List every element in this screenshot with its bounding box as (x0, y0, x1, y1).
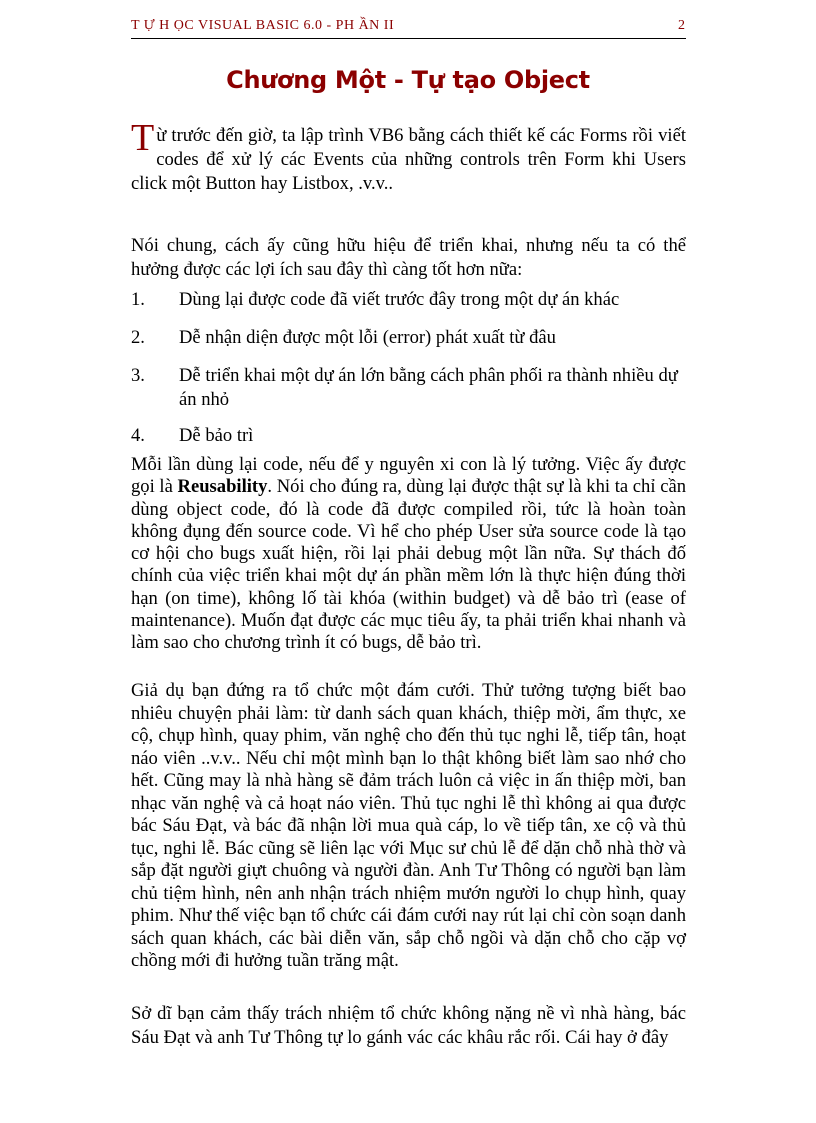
paragraph-intro (131, 117, 686, 196)
list-number: 4. (131, 425, 145, 446)
paragraph-benefits: Nói chung, cách ấy cũng hữu hiệu để triển khai, nhưng nếu ta có thể hưởng được các lợi ích sau đây thì càng tốt hơn nữa: (131, 235, 686, 280)
list-text: Dễ triển khai một dự án lớn bằng cách phân phối ra thành nhiều dự án nhỏ (179, 365, 678, 410)
chapter-title: Chương Một - Tự tạo Object (226, 66, 590, 94)
paragraph-conclusion: Sở dĩ bạn cảm thấy trách nhiệm tổ chức không nặng nề vì nhà hàng, bác Sáu Đạt và anh Tư Thông tự lo gánh vác các khâu rắc rối. Cái hay ở đây (131, 1003, 686, 1048)
page-number: 2 (678, 18, 685, 33)
paragraph-wedding: Giả dụ bạn đứng ra tổ chức một đám cưới. Thử tưởng tượng biết bao nhiêu chuyện phải làm: từ danh sách quan khách, thiệp mời, ẩm thực, xe cộ, chụp hình, quay phim, văn nghệ cho đến thủ tục nghi lễ, tiếp tân, hoạt náo viên ..v.v.. Nếu chỉ một mình bạn lo thật không biết làm sao nhớ cho hết. Cũng may là nhà hàng sẽ đảm trách luôn cả việc in ấn thiệp mời, ban nhạc văn nghệ và cả hoạt náo viên. Thủ tục nghi lễ thì không ai qua được bác Sáu Đạt, và bác đã nhận lời mua quà cáp, lo về tiếp tân, xe cộ và thủ tục, nghi lễ. Bác cũng sẽ liên lạc với Mục sư chủ lễ để dặn chỗ nhà thờ và sắp đặt người giựt chuông và người đàn. Anh Tư Thông có người bạn làm chủ tiệm hình, nên anh nhận trách nhiệm mướn người lo chụp hình, quay phim. Như thế việc bạn tổ chức cái đám cưới nay rút lại chỉ còn soạn danh sách quan khách, các bài diễn văn, sắp chỗ ngồi và dặn chỗ cho cặp vợ chồng mới đi hưởng tuần trăng mật. (131, 680, 686, 971)
list-text: Dùng lại được code đã viết trước đây trong một dự án khác (179, 289, 620, 310)
reusability-text-after: . Nói cho đúng ra, dùng lại được thật sự là khi ta chỉ cần dùng object code, đó là code đã được compiled rồi, tức là hoàn toàn không đụng đến source code. Vì hể cho phép User sửa source code là tạo cơ hội cho bugs xuất hiện, rồi lại phải debug một lần nữa. Sự thách đố chính của việc triển khai một dự án phần mềm lớn là thực hiện đúng thời hạn (on time), không lố tài khóa (within budget) và dễ bảo trì (ease of maintenance). Muốn đạt được các mục tiêu ấy, ta phải triển khai nhanh và làm sao cho chương trình ít có bugs, dễ bảo trì. (131, 476, 686, 654)
running-header (131, 12, 686, 39)
reusability-text-before: Mỗi lần dùng lại code, nếu để y nguyên xi con là lý tưởng. Việc ấy được gọi là (131, 454, 686, 498)
drop-cap: T (131, 117, 155, 159)
paragraph-reusability (131, 454, 686, 655)
list-number: 1. (131, 289, 145, 310)
list-text: Dễ bảo trì (179, 425, 254, 446)
paragraph-intro-text: ừ trước đến giờ, ta lập trình VB6 bằng cách thiết kế các Forms rồi viết codes để xử lý các Events của những controls trên Form khi Users click một Button hay Listbox, .v.v.. (131, 125, 686, 194)
list-text: Dễ nhận diện được một lỗi (error) phát xuất từ đâu (179, 327, 556, 348)
list-number: 3. (131, 365, 145, 386)
reusability-term: Reusability (177, 476, 268, 498)
list-number: 2. (131, 327, 145, 348)
header-title: T Ự H ỌC VISUAL BASIC 6.0 - PH ẦN II (131, 18, 395, 33)
